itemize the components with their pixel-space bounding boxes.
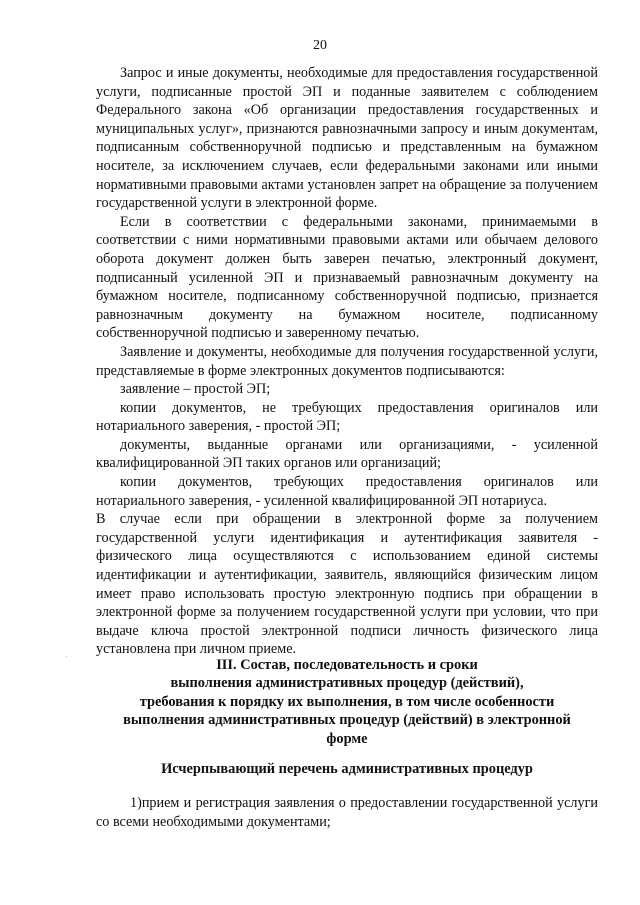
subheading [96,760,598,778]
paragraph-signing-intro: Заявление и документы, необходимые для получения государственной услуги, представляемые в форме электронных документов подписываются: [96,343,598,379]
section-heading-line: выполнения административных процедур (действий) в электронной [123,712,571,729]
paragraph-application-signature: заявление – простой ЭП; [120,381,271,398]
scan-speck [66,656,67,657]
paragraph-issued-documents: документы, выданные органами или организациями, - усиленной квалифицированной ЭП таких органов или организаций; [96,436,598,472]
paragraph-request-documents: Запрос и иные документы, необходимые для предоставления государственной услуги, подписанные простой ЭП и поданные заявителем с соблюдением Федерального закона «Об организации предоставления государственных и муниципальных услуг», признаются равнозначными запросу и иным документам, подписанным собственноручной подписью и представленным на бумажном носителе, за исключением случаев, если федеральными законами или иными нормативными правовыми актами установлен запрет на обращение за получением государственной услуги в электронной форме. [96,65,598,212]
paragraph-copies-simple: копии документов, не требующих предоставления оригиналов или нотариального заверения, - простой ЭП; [96,399,598,435]
list-item: 1)прием и регистрация заявления о предоставлении государственной услуги со всеми необходимыми документами; [96,795,598,830]
paragraph-identification: В случае если при обращении в электронной форме за получением государственной услуги идентификация и аутентификация заявителя - физического лица осуществляются с использованием единой системы идентификации и аутентификации, заявитель, являющийся физическим лицом имеет право использовать простую электронную подпись при обращении в электронной форме за получением государственной услуги при условии, что при выдаче ключа простой электронной подписи личность физического лица установлена при личном приеме. [96,511,598,658]
paragraph-copies-notary: копии документов, требующих предоставления оригиналов или нотариального заверения, - усиленной квалифицированной ЭП нотариуса. [96,474,598,509]
section-heading-line: III. Состав, последовательность и сроки [216,657,478,673]
subheading-text: Исчерпывающий перечень административных процедур [161,761,533,777]
section-heading-line: форме [326,730,368,747]
paragraph-seal-requirement: Если в соответствии с федеральными законами, принимаемыми в соответствии с ними нормативными правовыми актами или обычаем делового оборота документ должен быть заверен печатью, электронный документ, подписанный усиленной ЭП и признаваемый равнозначным документу на бумажном носителе, подписанному собственноручной подписью, признается равнозначным документу на бумажном носителе, подписанному собственноручной подписью и заверенному печатью. [96,213,598,342]
page-number: 20 [313,38,327,53]
section-heading [96,656,598,748]
section-heading-line: требования к порядку их выполнения, в том числе особенности [139,693,555,710]
section-heading-line: выполнения административных процедур (действий), [170,675,524,692]
procedure-list [96,794,598,831]
body-text [96,64,598,659]
